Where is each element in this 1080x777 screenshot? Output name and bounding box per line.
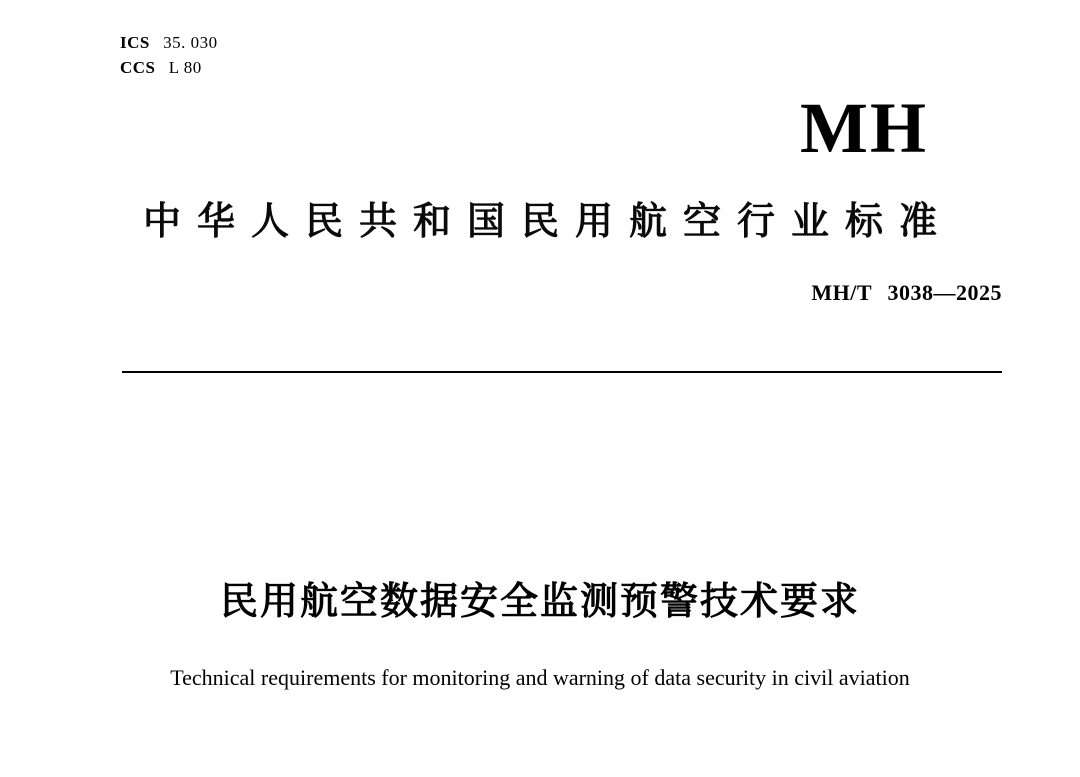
code-row-ccs — [120, 59, 218, 76]
ccs-value: L 80 — [168, 58, 202, 77]
horizontal-divider — [122, 371, 1002, 373]
standard-number-code: 3038—2025 — [887, 280, 1002, 305]
ccs-label: CCS — [120, 58, 156, 77]
mh-logo: MH — [800, 88, 928, 168]
ics-label: ICS — [120, 33, 150, 52]
code-row-ics — [120, 34, 218, 51]
classification-codes — [120, 34, 218, 84]
standard-number-prefix: MH/T — [811, 280, 872, 305]
standard-number — [811, 280, 1002, 306]
ics-value: 35. 030 — [163, 33, 218, 52]
document-title-english: Technical requirements for monitoring and warning of data security in civil aviation — [170, 665, 910, 690]
document-title-chinese: 民用航空数据安全监测预警技术要求 — [219, 579, 860, 623]
ministry-heading: 中华人民共和国民用航空行业标准 — [142, 199, 953, 243]
